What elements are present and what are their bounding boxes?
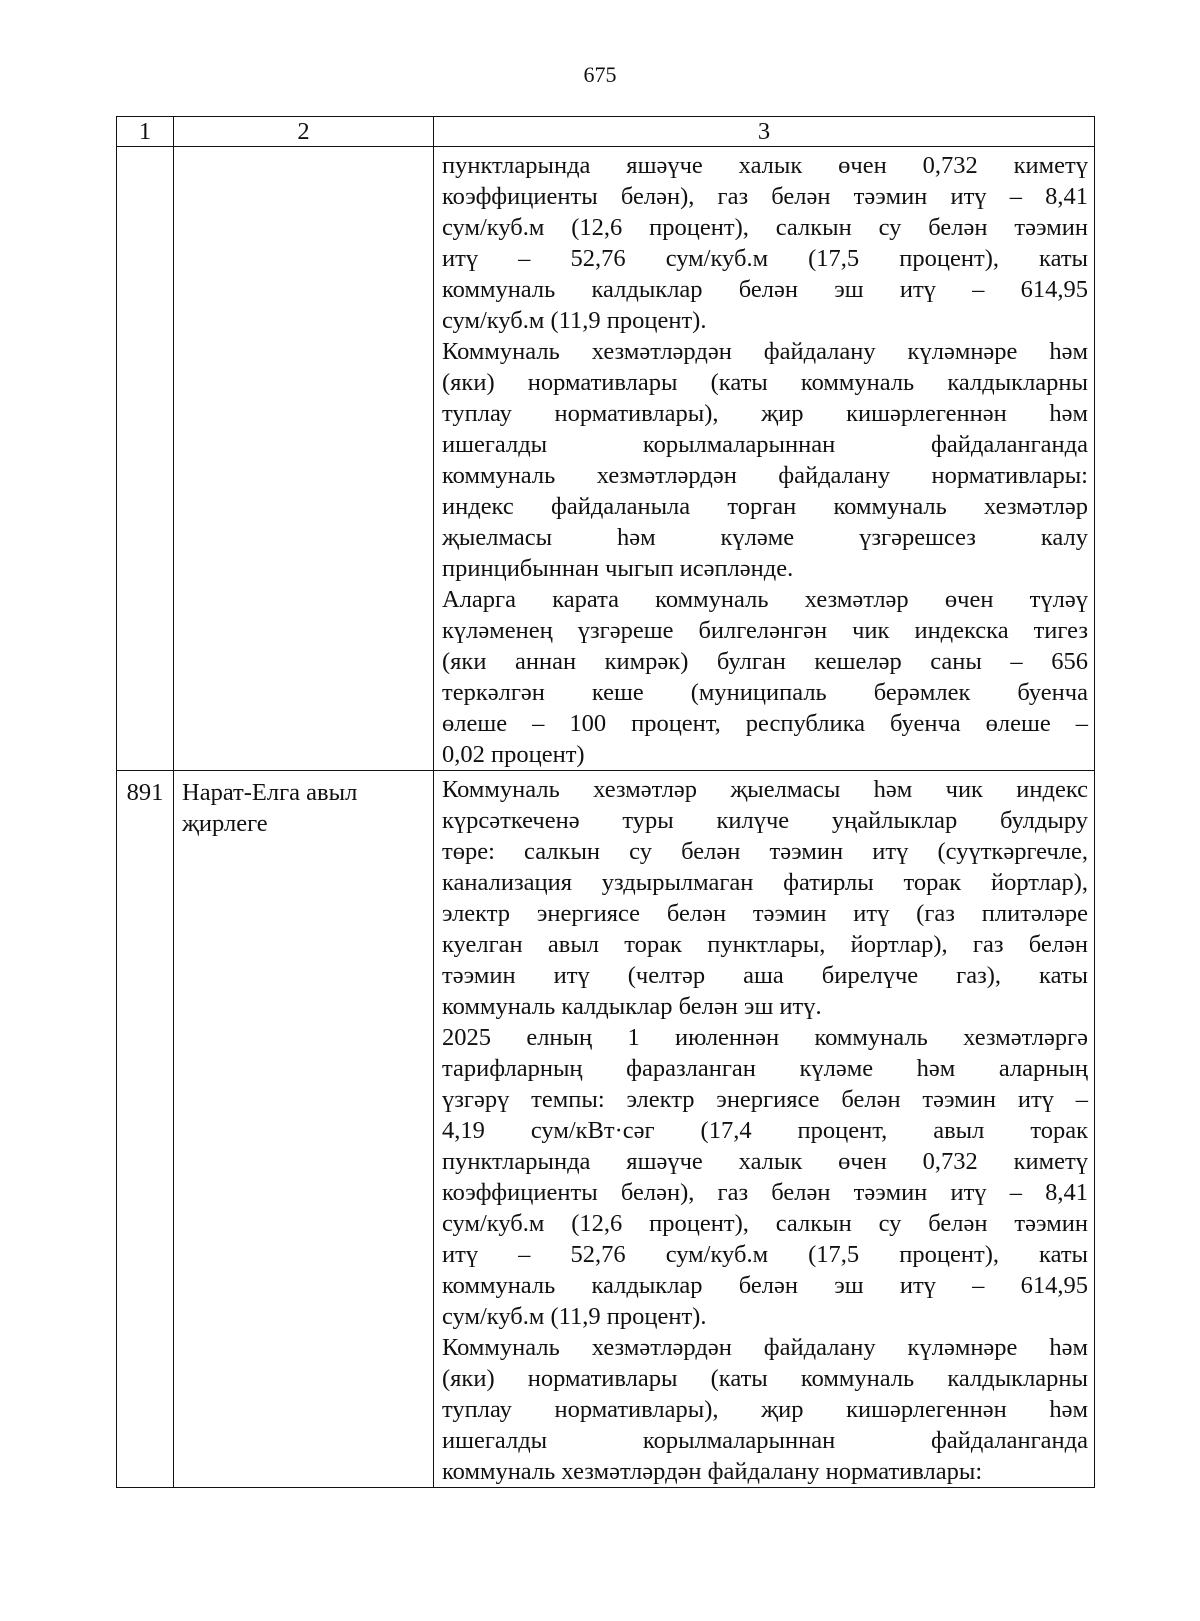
- paragraph-line: сум/куб.м (11,9 процент).: [442, 307, 707, 334]
- paragraph-line: коммуналь калдыклар белән эш итү – 614,95: [442, 276, 1088, 303]
- paragraph: [442, 1022, 1088, 1332]
- paragraph-line: коммуналь хезмәтләрдән файдалану нормативлары:: [442, 1458, 983, 1485]
- paragraph-line: (яки) нормативлары (каты коммуналь калдыкларны: [442, 1365, 1088, 1392]
- paragraph-line: коммуналь калдыклар белән эш итү.: [442, 993, 822, 1020]
- paragraph-line: коэффициенты белән), газ белән тәэмин итү – 8,41: [442, 1179, 1088, 1206]
- page-number: 675: [583, 62, 617, 87]
- paragraph: [442, 1332, 1088, 1487]
- paragraph-line: Коммуналь хезмәтләрдән файдалану күләмнәре һәм: [442, 1334, 1088, 1361]
- paragraph: [442, 150, 1088, 336]
- paragraph-line: пунктларында яшәүче халык өчен 0,732 киметү: [442, 152, 1088, 179]
- paragraph-line: коммуналь калдыклар белән эш итү – 614,95: [442, 1272, 1088, 1299]
- row-text-cell: [434, 147, 1095, 771]
- paragraph-line: сум/куб.м (12,6 процент), салкын су белән тәэмин: [442, 1210, 1088, 1237]
- paragraph-line: ишегалды корылмаларыннан файдаланганда: [442, 1427, 1088, 1454]
- paragraph-line: 4,19 сум/кВт·сәг (17,4 процент, авыл торак: [442, 1117, 1088, 1144]
- paragraph-line: Коммуналь хезмәтләр җыелмасы һәм чик индекс: [442, 776, 1088, 803]
- paragraph-line: теркәлгән кеше (муниципаль берәмлек буенча: [442, 679, 1088, 706]
- paragraph-line: куелган авыл торак пунктлары, йортлар), газ белән: [442, 931, 1088, 958]
- paragraph-line: җыелмасы һәм күләме үзгәрешсез калу: [442, 524, 1088, 551]
- row-text-cell: [434, 771, 1095, 1488]
- paragraph-line: ишегалды корылмаларыннан файдаланганда: [442, 431, 1088, 458]
- paragraph-line: тарифларның фаразланган күләме һәм аларның: [442, 1055, 1088, 1082]
- row-name-cell: Нарат-Елга авыл җирлеге: [174, 771, 434, 1488]
- column-header-2: 2: [174, 117, 434, 147]
- data-table: [116, 116, 1095, 1488]
- paragraph: [442, 774, 1088, 1022]
- paragraph: [442, 584, 1088, 770]
- paragraph-line: күрсәткеченә туры килүче уңайлыклар булдыру: [442, 807, 1088, 834]
- paragraph-line: сум/куб.м (11,9 процент).: [442, 1303, 707, 1330]
- paragraph-line: Аларга карата коммуналь хезмәтләр өчен түләү: [442, 586, 1088, 613]
- paragraph: [442, 336, 1088, 584]
- row-name-cell: [174, 147, 434, 771]
- table-row: [117, 771, 1095, 1488]
- paragraph-line: 2025 елның 1 июленнән коммуналь хезмәтләргә: [442, 1024, 1088, 1051]
- paragraph-line: туплау нормативлары), җир кишәрлегеннән һәм: [442, 1396, 1088, 1423]
- paragraph-line: 0,02 процент): [442, 741, 585, 768]
- paragraph-line: индекс файдаланыла торган коммуналь хезмәтләр: [442, 493, 1088, 520]
- paragraph-line: төре: салкын су белән тәэмин итү (суүткәргечле,: [442, 838, 1088, 865]
- paragraph-line: туплау нормативлары), җир кишәрлегеннән һәм: [442, 400, 1088, 427]
- paragraph-line: пунктларында яшәүче халык өчен 0,732 киметү: [442, 1148, 1088, 1175]
- paragraph-line: итү – 52,76 сум/куб.м (17,5 процент), каты: [442, 1241, 1088, 1268]
- column-header-3: 3: [434, 117, 1095, 147]
- paragraph-line: канализация уздырылмаган фатирлы торак йортлар),: [442, 869, 1088, 896]
- paragraph-line: коэффициенты белән), газ белән тәэмин итү – 8,41: [442, 183, 1088, 210]
- table-header-row: [117, 117, 1095, 147]
- paragraph-line: күләменең үзгәреше билгеләнгән чик индекска тигез: [442, 617, 1088, 644]
- column-header-1: 1: [117, 117, 174, 147]
- paragraph-line: принцибыннан чыгып исәпләнде.: [442, 555, 794, 582]
- paragraph-line: Коммуналь хезмәтләрдән файдалану күләмнәре һәм: [442, 338, 1088, 365]
- paragraph-line: сум/куб.м (12,6 процент), салкын су белән тәэмин: [442, 214, 1088, 241]
- row-number-cell: [117, 147, 174, 771]
- paragraph-line: тәэмин итү (челтәр аша бирелүче газ), каты: [442, 962, 1088, 989]
- paragraph-line: (яки аннан кимрәк) булган кешеләр саны – 656: [442, 648, 1088, 675]
- row-number-cell: 891: [117, 771, 174, 1488]
- paragraph-line: өлеше – 100 процент, республика буенча өлеше –: [442, 710, 1088, 737]
- paragraph-line: электр энергиясе белән тәэмин итү (газ плитәләре: [442, 900, 1088, 927]
- table-row: [117, 147, 1095, 771]
- paragraph-line: үзгәрү темпы: электр энергиясе белән тәэмин итү –: [442, 1086, 1088, 1113]
- paragraph-line: коммуналь хезмәтләрдән файдалану нормативлары:: [442, 462, 1088, 489]
- paragraph-line: (яки) нормативлары (каты коммуналь калдыкларны: [442, 369, 1088, 396]
- paragraph-line: итү – 52,76 сум/куб.м (17,5 процент), каты: [442, 245, 1088, 272]
